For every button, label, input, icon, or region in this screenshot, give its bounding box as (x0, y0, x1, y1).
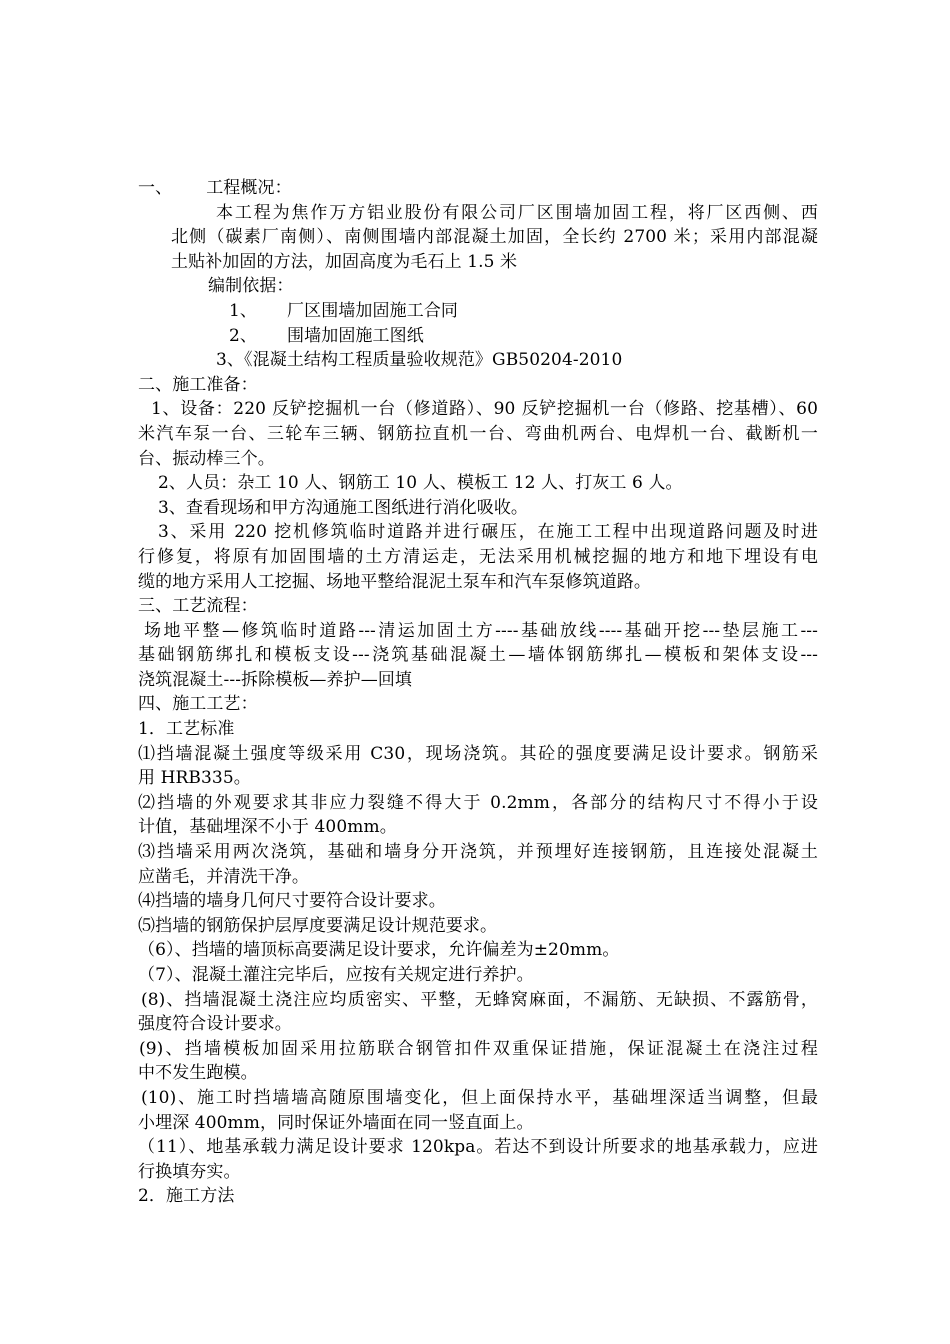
paragraph-line: 2、人员：杂工 10 人、钢筋工 10 人、模板工 12 人、打灰工 6 人。 (158, 473, 683, 494)
paragraph-line: 土贴补加固的方法，加固高度为毛石上 1.5 米 (171, 251, 518, 272)
paragraph-line: 基础钢筋绑扎和模板支设---浇筑基础混凝土—墙体钢筋绑扎—模板和架体支设--- (138, 645, 818, 666)
paragraph-line: ⑶挡墙采用两次浇筑，基础和墙身分开浇筑，并预埋好连接钢筋，且连接处混凝土 (138, 842, 818, 863)
section-1-heading (138, 176, 818, 201)
paragraph-line: 行换填夯实。 (138, 1161, 241, 1182)
section-2-heading: 二、施工准备： (138, 374, 258, 395)
basis-item-text: 厂区围墙加固施工合同 (287, 300, 459, 321)
paragraph-line: 浇筑混凝土---拆除模板—养护—回填 (138, 669, 413, 690)
section-4-heading: 四、施工工艺： (138, 694, 258, 715)
paragraph-line: 强度符合设计要求。 (138, 1014, 292, 1035)
paragraph-line: 中不发生跑模。 (138, 1063, 258, 1084)
document-body (138, 176, 818, 1209)
basis-item-text: 《混凝土结构工程质量验收规范》GB50204-2010 (244, 350, 623, 371)
paragraph-line: ⑷挡墙的墙身几何尺寸要符合设计要求。 (138, 891, 446, 912)
basis-item (138, 324, 818, 349)
paragraph-line: （6）、挡墙的墙顶标高要满足设计要求，允许偏差为±20mm。 (138, 940, 620, 961)
paragraph-line: 1、设备：220 反铲挖掘机一台（修道路）、90 反铲挖掘机一台（修路、挖基槽）、60 (151, 399, 818, 420)
basis-item-number: 1、 (229, 300, 258, 321)
paragraph-line: (10)、施工时挡墙墙高随原围墙变化，但上面保持水平，基础埋深适当调整，但最 (141, 1087, 818, 1108)
basis-item (138, 348, 818, 373)
section-1-number: 一、 (138, 178, 173, 198)
basis-item-number: 2、 (229, 325, 258, 346)
paragraph-line: 计值，基础埋深不小于 400mm。 (138, 817, 397, 838)
section-1-title: 工程概况： (206, 178, 292, 198)
paragraph-line: 用 HRB335。 (138, 768, 251, 789)
paragraph-line: (9)、挡墙模板加固采用拉筋联合钢管扣件双重保证措施，保证混凝土在浇注过程 (139, 1038, 818, 1059)
paragraph-line: 米汽车泵一台、三轮车三辆、钢筋拉直机一台、弯曲机两台、电焊机一台、截断机一 (138, 423, 818, 444)
paragraph-line: ⑸挡墙的钢筋保护层厚度要满足设计规范要求。 (138, 915, 498, 936)
paragraph-line: （7）、混凝土灌注完毕后，应按有关规定进行养护。 (138, 965, 534, 985)
paragraph-line: （11）、地基承载力满足设计要求 120kpa。若达不到设计所要求的地基承载力，应进 (138, 1137, 818, 1158)
paragraph-line: 北侧（碳素厂南侧）、南侧围墙内部混凝土加固，全长约 2700 米；采用内部混凝 (171, 227, 818, 248)
subsection-heading: 1．工艺标准 (138, 719, 235, 740)
paragraph-line: 台、振动棒三个。 (138, 448, 275, 469)
subsection-heading: 2．施工方法 (138, 1186, 235, 1207)
paragraph-line: 缆的地方采用人工挖掘、场地平整给混泥土泵车和汽车泵修筑道路。 (138, 571, 651, 592)
basis-item-text: 围墙加固施工图纸 (287, 325, 424, 346)
paragraph-line: (8)、挡墙混凝土浇注应均质密实、平整，无蜂窝麻面，不漏筋、无缺损、不露筋骨， (141, 989, 818, 1010)
basis-item (138, 299, 818, 324)
paragraph-line: 行修复，将原有加固围墙的土方清运走，无法采用机械挖掘的地方和地下埋设有电 (138, 546, 818, 567)
paragraph-line: 本工程为焦作万方铝业股份有限公司厂区围墙加固工程，将厂区西侧、西 (216, 202, 818, 223)
paragraph-line: 应凿毛，并清洗干净。 (138, 866, 309, 887)
basis-label: 编制依据： (208, 276, 294, 297)
paragraph-line: 小埋深 400mm，同时保证外墙面在同一竖直面上。 (138, 1112, 534, 1133)
basis-item-number: 3、 (216, 350, 245, 371)
paragraph-line: 3、查看现场和甲方沟通施工图纸进行消化吸收。 (158, 497, 529, 518)
paragraph-line: 场地平整—修筑临时道路---清运加固土方----基础放线----基础开挖---垫层施工--- (144, 620, 818, 641)
paragraph-line: ⑵挡墙的外观要求其非应力裂缝不得大于 0.2mm，各部分的结构尺寸不得小于设 (138, 792, 818, 813)
paragraph-line: ⑴挡墙混凝土强度等级采用 C30，现场浇筑。其砼的强度要满足设计要求。钢筋采 (138, 743, 818, 764)
section-3-heading: 三、工艺流程： (138, 596, 258, 617)
paragraph-line: 3、采用 220 挖机修筑临时道路并进行碾压，在施工工程中出现道路问题及时进 (158, 522, 818, 543)
